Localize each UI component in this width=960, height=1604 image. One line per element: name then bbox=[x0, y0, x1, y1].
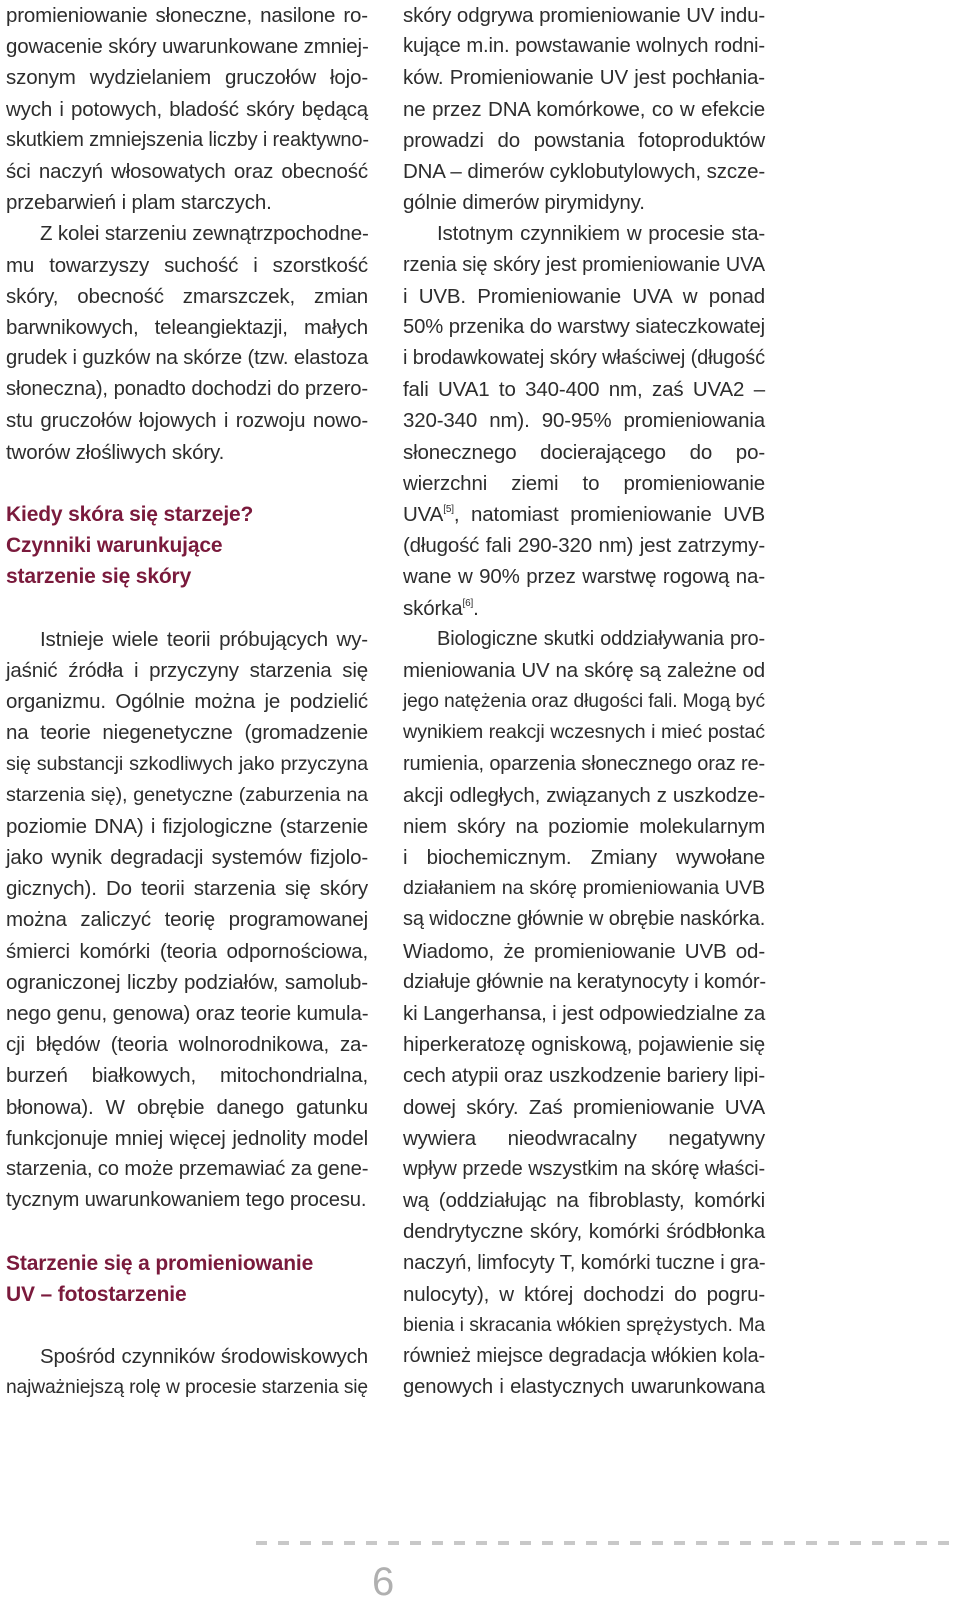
text-line: Wiadomo, że promieniowanie UVB od- bbox=[403, 939, 765, 963]
text-line: fali UVA1 to 340-400 nm, zaś UVA2 – bbox=[403, 378, 765, 402]
text-line: wynikiem reakcji wczesnych i mieć postać bbox=[403, 721, 765, 744]
text-line: 320-340 nm). 90-95% promieniowania bbox=[403, 409, 765, 433]
text-span: UVA bbox=[403, 503, 444, 526]
text-line: nego genu, genowa) oraz teorie kumula- bbox=[6, 1002, 369, 1025]
text-line: bienia i skracania włókien sprężystych. Ma bbox=[403, 1313, 765, 1336]
text-line: ne przez DNA komórkowe, co w efekcie bbox=[403, 97, 765, 121]
text-line: starzenia, co może przemawiać za gene- bbox=[6, 1157, 369, 1180]
text-line: i UVB. Promieniowanie UVA w ponad bbox=[403, 284, 765, 308]
text-line: cji błędów (teoria wolnorodnikowa, za- bbox=[6, 1033, 368, 1057]
paragraph bbox=[403, 218, 765, 623]
text-line: naczyń, limfocyty T, komórki tuczne i gra- bbox=[403, 1251, 766, 1274]
text-line: DNA – dimerów cyklobutylowych, szcze- bbox=[403, 159, 765, 183]
text-line: dendrytyczne skóry, komórki śródbłonka bbox=[403, 1220, 765, 1244]
paragraph bbox=[6, 624, 368, 1217]
text-span: skórka bbox=[403, 596, 463, 620]
text-line: Spośród czynników środowiskowych bbox=[40, 1345, 368, 1369]
text-line: (długość fali 290-320 nm) jest zatrzymy- bbox=[403, 534, 765, 558]
paragraph bbox=[6, 1341, 368, 1403]
text-line: jego natężenia oraz długości fali. Mogą być bbox=[403, 691, 765, 713]
text-line: funkcjonuje mniej więcej jednolity model bbox=[6, 1126, 368, 1150]
text-line: akcji odległych, związanych z uszkodze- bbox=[403, 783, 765, 807]
text-line: działaniem na skórę promieniowania UVB bbox=[403, 877, 765, 900]
text-line: tworów złośliwych skóry. bbox=[6, 440, 225, 464]
text-line: gowacenie skóry uwarunkowane zmniej- bbox=[6, 35, 369, 59]
page-number: 6 bbox=[372, 1560, 395, 1604]
text-line: burzeń białkowych, mitochondrialna, bbox=[6, 1064, 368, 1088]
text-line: śmierci komórki (teoria odpornościowa, bbox=[6, 939, 368, 963]
text-line: najważniejszą rolę w procesie starzenia się bbox=[6, 1377, 368, 1399]
text-line: cech atypii oraz uszkodzenie bariery lipi- bbox=[403, 1064, 765, 1088]
text-line: Istnieje wiele teorii próbujących wy- bbox=[40, 627, 368, 651]
text-line: rzenia się skóry jest promieniowanie UVA bbox=[403, 253, 765, 276]
text-line: tycznym uwarunkowaniem tego procesu. bbox=[6, 1189, 367, 1212]
text-line: skóry odgrywa promieniowanie UV indu- bbox=[403, 4, 765, 27]
text-line: grudek i guzków na skórze (tzw. elastoza bbox=[6, 347, 369, 370]
text-line: są widoczne głównie w obrębie naskórka. bbox=[403, 908, 766, 931]
text-line: Istotnym czynnikiem w procesie sta- bbox=[437, 222, 765, 246]
text-line: i brodawkowatej skóry właściwej (długość bbox=[403, 347, 765, 370]
text-line: ograniczonej liczby podziałów, samolub- bbox=[6, 970, 368, 994]
text-line: mu towarzyszy suchość i szorstkość bbox=[6, 253, 368, 277]
text-line: ków. Promieniowanie UV jest pochłania- bbox=[403, 66, 765, 90]
text-line: kujące m.in. powstawanie wolnych rodni- bbox=[403, 35, 765, 58]
heading-line: starzenie się skóry bbox=[6, 565, 192, 589]
text-line: ki Langerhansa, i jest odpowiedzialne za bbox=[403, 1002, 766, 1025]
text-span: . bbox=[473, 596, 479, 620]
text-line: również miejsce degradacja włókien kola- bbox=[403, 1345, 765, 1368]
text-line: można zaliczyć teorię programowanej bbox=[6, 908, 368, 932]
text-line: błonowa). W obrębie danego gatunku bbox=[6, 1095, 368, 1119]
section-heading bbox=[6, 1248, 368, 1310]
text-line: wane w 90% przez warstwę rogową na- bbox=[403, 565, 765, 589]
text-line: gicznych). Do teorii starzenia się skóry bbox=[6, 877, 368, 901]
text-line: skutkiem zmniejszenia liczby i reaktywno- bbox=[6, 128, 369, 151]
text-line: ści naczyń włosowatych oraz obecność bbox=[6, 159, 368, 183]
text-line: rumienia, oparzenia słonecznego oraz re- bbox=[403, 752, 765, 775]
text-line: i biochemicznym. Zmiany wywołane bbox=[403, 846, 765, 870]
text-line: jako wynik degradacji systemów fizjolo- bbox=[6, 846, 368, 870]
text-line: nulocyty), w której dochodzi do pogru- bbox=[403, 1282, 765, 1306]
left-column bbox=[6, 0, 368, 1403]
section-heading bbox=[6, 499, 368, 593]
text-line: 50% przenika do warstwy siateczkowatej bbox=[403, 315, 765, 338]
text-line: się substancji szkodliwych jako przyczyna bbox=[6, 752, 368, 775]
text-span: , natomiast promieniowanie UVB bbox=[453, 503, 765, 526]
right-column bbox=[403, 0, 765, 1403]
text-line: hiperkeratozę ogniskową, pojawienie się bbox=[403, 1033, 765, 1057]
text-line: mieniowania UV na skórę są zależne od bbox=[403, 658, 765, 682]
text-line: organizmu. Ogólnie można je podzielić bbox=[6, 690, 368, 714]
text-line: wą (oddziałując na fibroblasty, komórki bbox=[403, 1189, 765, 1213]
text-line bbox=[403, 593, 765, 624]
citation-ref: [5] bbox=[443, 504, 454, 515]
text-line: na teorie niegenetyczne (gromadzenie bbox=[6, 721, 368, 745]
citation-ref: [6] bbox=[462, 597, 474, 609]
text-line bbox=[403, 499, 765, 530]
text-line: wych i potowych, bladość skóry będącą bbox=[6, 97, 368, 121]
heading-line: UV – fotostarzenie bbox=[6, 1282, 187, 1306]
text-line: stu gruczołów łojowych i rozwoju nowo- bbox=[6, 409, 368, 433]
text-line: barwnikowych, teleangiektazji, małych bbox=[6, 315, 368, 339]
text-line: starzenia się), genetyczne (zaburzenia na bbox=[6, 783, 368, 806]
text-line: szonym wydzielaniem gruczołów łojo- bbox=[6, 66, 368, 90]
text-line: przebarwień i plam starczych. bbox=[6, 191, 272, 215]
paragraph bbox=[403, 0, 765, 218]
heading-line: Czynniki warunkujące bbox=[6, 534, 223, 558]
text-line: skóry, obecność zmarszczek, zmian bbox=[6, 284, 368, 308]
text-line: genowych i elastycznych uwarunkowana bbox=[403, 1376, 765, 1399]
footer-divider bbox=[256, 1541, 960, 1545]
text-line: poziomie DNA) i fizjologiczne (starzenie bbox=[6, 814, 368, 838]
text-line: jaśnić źródła i przyczyny starzenia się bbox=[6, 658, 368, 682]
text-line: wpływ przede wszystkim na skórę właści- bbox=[403, 1157, 765, 1180]
text-line: dowej skóry. Zaś promieniowanie UVA bbox=[403, 1095, 765, 1119]
text-line: gólnie dimerów pirymidyny. bbox=[403, 191, 645, 215]
text-line: wywiera nieodwracalny negatywny bbox=[403, 1126, 765, 1150]
text-line: słonecznego docierającego do po- bbox=[403, 440, 765, 464]
heading-line: Kiedy skóra się starzeje? bbox=[6, 503, 254, 526]
text-line: prowadzi do powstania fotoproduktów bbox=[403, 128, 765, 152]
text-line: słoneczna), ponadto dochodzi do przero- bbox=[6, 378, 368, 401]
paragraph bbox=[6, 218, 368, 468]
text-line: Biologiczne skutki oddziaływania pro- bbox=[437, 627, 765, 650]
paragraph bbox=[6, 0, 368, 218]
heading-line: Starzenie się a promieniowanie bbox=[6, 1251, 314, 1275]
text-line: działuje głównie na keratynocyty i komór- bbox=[403, 970, 767, 993]
text-line: wierzchni ziemi to promieniowanie bbox=[403, 471, 765, 495]
text-line: niem skóry na poziomie molekularnym bbox=[403, 814, 765, 838]
paragraph bbox=[403, 624, 765, 1404]
text-line: promieniowanie słoneczne, nasilone ro- bbox=[6, 4, 368, 27]
text-line: Z kolei starzeniu zewnątrzpochodne- bbox=[40, 222, 369, 246]
